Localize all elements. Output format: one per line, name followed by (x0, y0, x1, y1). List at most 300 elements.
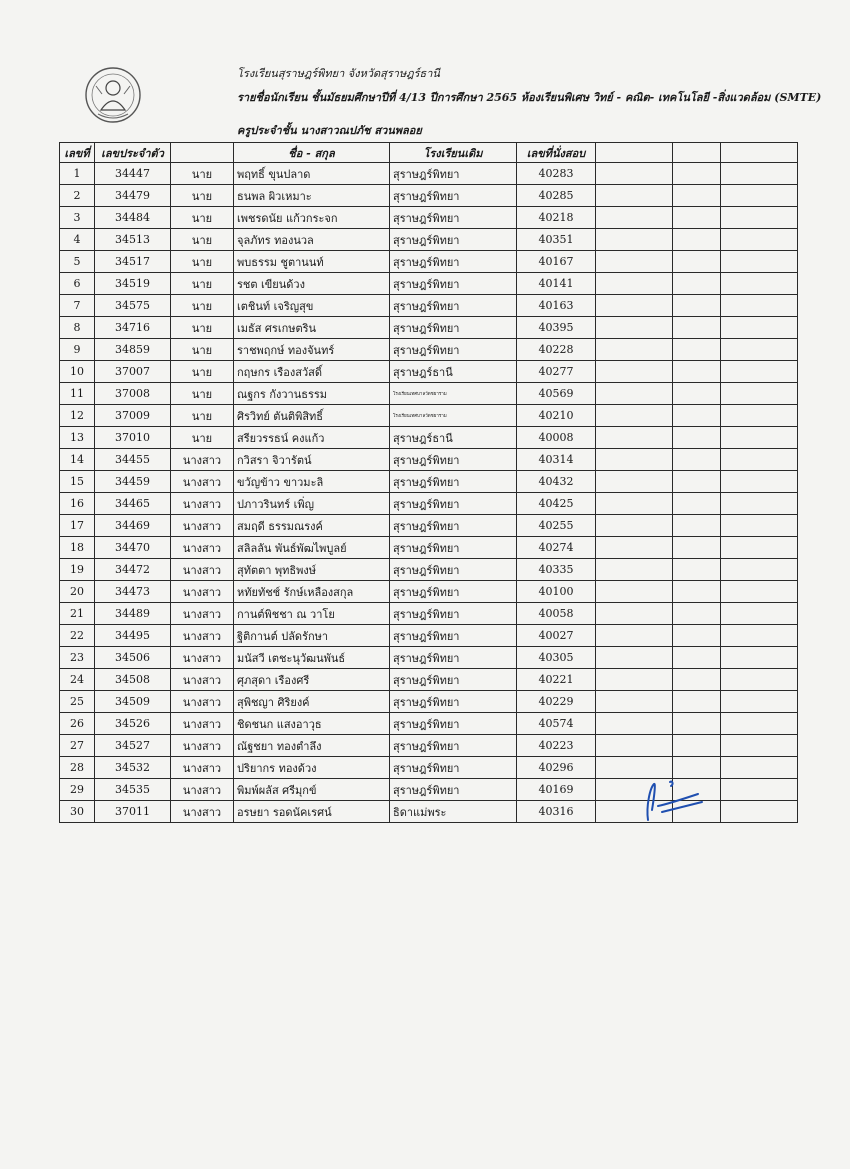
student-name: ปริยากร ทองด้วง (234, 757, 390, 779)
exam-seat-number: 40228 (517, 339, 596, 361)
student-name: พฤทธิ์ ขุนปลาด (234, 163, 390, 185)
row-number: 14 (60, 449, 95, 471)
student-id: 37008 (95, 383, 171, 405)
exam-seat-number: 40027 (517, 625, 596, 647)
table-row (60, 339, 798, 361)
student-id: 34465 (95, 493, 171, 515)
table-row (60, 559, 798, 581)
student-id: 34526 (95, 713, 171, 735)
blank-cell (721, 647, 798, 669)
blank-cell (596, 339, 673, 361)
previous-school: สุราษฎร์พิทยา (390, 471, 517, 493)
previous-school: สุราษฎร์พิทยา (390, 185, 517, 207)
blank-cell (596, 361, 673, 383)
row-number: 13 (60, 427, 95, 449)
blank-cell (596, 251, 673, 273)
signature-mark (640, 776, 708, 824)
previous-school: สุราษฎร์พิทยา (390, 691, 517, 713)
previous-school: สุราษฎร์พิทยา (390, 669, 517, 691)
table-row (60, 427, 798, 449)
previous-school: สุราษฎร์พิทยา (390, 581, 517, 603)
exam-seat-number: 40335 (517, 559, 596, 581)
blank-cell (596, 603, 673, 625)
exam-seat-number: 40305 (517, 647, 596, 669)
blank-cell (673, 515, 721, 537)
blank-cell (721, 801, 798, 823)
blank-cell (673, 625, 721, 647)
table-row (60, 669, 798, 691)
col-header-student-id: เลขประจำตัว (95, 143, 171, 163)
previous-school: สุราษฎร์พิทยา (390, 515, 517, 537)
student-name: กวิสรา จิวารัตน์ (234, 449, 390, 471)
table-row (60, 449, 798, 471)
blank-cell (721, 493, 798, 515)
blank-cell (673, 185, 721, 207)
blank-cell (596, 471, 673, 493)
student-id: 34489 (95, 603, 171, 625)
name-title: นาย (171, 273, 234, 295)
student-name: หทัยทัชช์ รักษ์เหลืองสกุล (234, 581, 390, 603)
student-name: ศุภสุดา เรืองศรี (234, 669, 390, 691)
exam-seat-number: 40167 (517, 251, 596, 273)
blank-cell (721, 163, 798, 185)
student-id: 37010 (95, 427, 171, 449)
blank-cell (596, 625, 673, 647)
name-title: นางสาว (171, 669, 234, 691)
blank-cell (721, 713, 798, 735)
blank-cell (673, 559, 721, 581)
student-id: 37007 (95, 361, 171, 383)
student-id: 34509 (95, 691, 171, 713)
blank-cell (721, 383, 798, 405)
exam-seat-number: 40255 (517, 515, 596, 537)
blank-cell (673, 691, 721, 713)
class-list-title: รายชื่อนักเรียน ชั้นมัธยมศึกษาปีที่ 4/13 ปีการศึกษา 2565 ห้องเรียนพิเศษ วิทย์ - คณิต- เทคโนโลยี -สิ่งแวดล้อม (SMTE) (237, 91, 822, 104)
table-row (60, 273, 798, 295)
name-title: นาย (171, 207, 234, 229)
student-id: 37009 (95, 405, 171, 427)
exam-seat-number: 40351 (517, 229, 596, 251)
exam-seat-number: 40285 (517, 185, 596, 207)
student-id: 37011 (95, 801, 171, 823)
blank-cell (596, 669, 673, 691)
exam-seat-number: 40574 (517, 713, 596, 735)
student-id: 34519 (95, 273, 171, 295)
blank-cell (596, 537, 673, 559)
table-row (60, 163, 798, 185)
exam-seat-number: 40569 (517, 383, 596, 405)
table-row (60, 471, 798, 493)
name-title: นางสาว (171, 625, 234, 647)
name-title: นาย (171, 163, 234, 185)
previous-school: สุราษฎร์พิทยา (390, 713, 517, 735)
table-row (60, 603, 798, 625)
blank-cell (721, 581, 798, 603)
name-title: นางสาว (171, 779, 234, 801)
blank-cell (721, 559, 798, 581)
exam-seat-number: 40008 (517, 427, 596, 449)
name-title: นาย (171, 427, 234, 449)
student-id: 34575 (95, 295, 171, 317)
exam-seat-number: 40316 (517, 801, 596, 823)
name-title: นางสาว (171, 757, 234, 779)
blank-cell (673, 361, 721, 383)
name-title: นางสาว (171, 581, 234, 603)
previous-school: สุราษฎร์พิทยา (390, 559, 517, 581)
table-row (60, 691, 798, 713)
table-row (60, 537, 798, 559)
row-number: 24 (60, 669, 95, 691)
row-number: 17 (60, 515, 95, 537)
exam-seat-number: 40169 (517, 779, 596, 801)
row-number: 20 (60, 581, 95, 603)
table-row (60, 493, 798, 515)
blank-cell (721, 625, 798, 647)
blank-cell (721, 515, 798, 537)
exam-seat-number: 40221 (517, 669, 596, 691)
table-row (60, 361, 798, 383)
row-number: 6 (60, 273, 95, 295)
student-id: 34459 (95, 471, 171, 493)
blank-cell (596, 163, 673, 185)
row-number: 25 (60, 691, 95, 713)
blank-cell (596, 317, 673, 339)
student-id: 34506 (95, 647, 171, 669)
blank-cell (596, 713, 673, 735)
student-name: มนัสวี เตชะนุวัฒนพันธ์ (234, 647, 390, 669)
student-id: 34473 (95, 581, 171, 603)
col-header-name: ชื่อ - สกุล (234, 143, 390, 163)
blank-cell (596, 273, 673, 295)
previous-school: โรงเรียนเทศบาลวัดชยาราม (390, 383, 517, 405)
blank-cell (721, 317, 798, 339)
name-title: นางสาว (171, 713, 234, 735)
name-title: นาย (171, 317, 234, 339)
exam-seat-number: 40274 (517, 537, 596, 559)
exam-seat-number: 40163 (517, 295, 596, 317)
blank-cell (673, 603, 721, 625)
student-name: เตชินท์ เจริญสุข (234, 295, 390, 317)
previous-school: สุราษฎร์พิทยา (390, 273, 517, 295)
previous-school: สุราษฎร์พิทยา (390, 339, 517, 361)
student-rows (60, 163, 798, 823)
table-row (60, 713, 798, 735)
row-number: 5 (60, 251, 95, 273)
student-name: ขวัญข้าว ขาวมะลิ (234, 471, 390, 493)
previous-school: สุราษฎร์พิทยา (390, 603, 517, 625)
name-title: นาย (171, 295, 234, 317)
name-title: นางสาว (171, 493, 234, 515)
previous-school: สุราษฎร์ธานี (390, 427, 517, 449)
student-name: จุลภัทร ทองนวล (234, 229, 390, 251)
table-row (60, 405, 798, 427)
col-header-no: เลขที่ (60, 143, 95, 163)
blank-cell (721, 735, 798, 757)
blank-cell (721, 669, 798, 691)
student-name: ปภาวรินทร์ เพิ่ญ (234, 493, 390, 515)
student-id: 34716 (95, 317, 171, 339)
student-id: 34859 (95, 339, 171, 361)
student-name: สมฤดี ธรรมณรงค์ (234, 515, 390, 537)
exam-seat-number: 40058 (517, 603, 596, 625)
row-number: 4 (60, 229, 95, 251)
name-title: นางสาว (171, 559, 234, 581)
col-header-title (171, 143, 234, 163)
row-number: 12 (60, 405, 95, 427)
blank-cell (596, 559, 673, 581)
blank-cell (721, 295, 798, 317)
blank-cell (596, 581, 673, 603)
name-title: นางสาว (171, 603, 234, 625)
table-row (60, 581, 798, 603)
blank-cell (673, 273, 721, 295)
blank-cell (596, 295, 673, 317)
name-title: นางสาว (171, 471, 234, 493)
student-name: สุพิชญา ศิริยงค์ (234, 691, 390, 713)
student-id: 34455 (95, 449, 171, 471)
blank-cell (673, 471, 721, 493)
row-number: 2 (60, 185, 95, 207)
blank-cell (673, 735, 721, 757)
name-title: นาย (171, 185, 234, 207)
table-row (60, 625, 798, 647)
student-name: ราชพฤกษ์ ทองจันทร์ (234, 339, 390, 361)
blank-cell (673, 405, 721, 427)
col-header-blank-3 (721, 143, 798, 163)
table-header-row (60, 143, 798, 163)
student-id: 34532 (95, 757, 171, 779)
previous-school: สุราษฎร์พิทยา (390, 207, 517, 229)
previous-school: สุราษฎร์พิทยา (390, 757, 517, 779)
exam-seat-number: 40141 (517, 273, 596, 295)
student-name: เพชรดนัย แก้วกระจก (234, 207, 390, 229)
blank-cell (596, 185, 673, 207)
student-name: ณฐกร กังวานธรรม (234, 383, 390, 405)
school-title: โรงเรียนสุราษฎร์พิทยา จังหวัดสุราษฎร์ธานี (237, 67, 440, 80)
previous-school: สุราษฎร์พิทยา (390, 779, 517, 801)
col-header-seat: เลขที่นั่งสอบ (517, 143, 596, 163)
previous-school: สุราษฎร์พิทยา (390, 317, 517, 339)
blank-cell (721, 471, 798, 493)
blank-cell (721, 757, 798, 779)
blank-cell (673, 295, 721, 317)
name-title: นาย (171, 383, 234, 405)
student-id: 34535 (95, 779, 171, 801)
row-number: 16 (60, 493, 95, 515)
homeroom-teacher: ครูประจำชั้น นางสาวณปภัช สวนพลอย (237, 124, 422, 137)
previous-school: สุราษฎร์พิทยา (390, 735, 517, 757)
table-row (60, 647, 798, 669)
blank-cell (673, 339, 721, 361)
student-id: 34527 (95, 735, 171, 757)
exam-seat-number: 40314 (517, 449, 596, 471)
exam-seat-number: 40425 (517, 493, 596, 515)
table-row (60, 317, 798, 339)
exam-seat-number: 40296 (517, 757, 596, 779)
previous-school: สุราษฎร์พิทยา (390, 625, 517, 647)
blank-cell (596, 207, 673, 229)
blank-cell (673, 317, 721, 339)
blank-cell (721, 185, 798, 207)
student-id: 34447 (95, 163, 171, 185)
previous-school: สุราษฎร์พิทยา (390, 251, 517, 273)
student-name: พบธรรม ชูตานนท์ (234, 251, 390, 273)
blank-cell (673, 647, 721, 669)
blank-cell (673, 427, 721, 449)
exam-seat-number: 40210 (517, 405, 596, 427)
blank-cell (673, 251, 721, 273)
name-title: นางสาว (171, 735, 234, 757)
row-number: 3 (60, 207, 95, 229)
blank-cell (721, 339, 798, 361)
blank-cell (721, 779, 798, 801)
blank-cell (596, 405, 673, 427)
table-row (60, 515, 798, 537)
exam-seat-number: 40277 (517, 361, 596, 383)
blank-cell (596, 383, 673, 405)
student-id: 34470 (95, 537, 171, 559)
exam-seat-number: 40218 (517, 207, 596, 229)
exam-seat-number: 40100 (517, 581, 596, 603)
name-title: นางสาว (171, 691, 234, 713)
school-emblem-icon (84, 64, 142, 126)
blank-cell (596, 229, 673, 251)
row-number: 11 (60, 383, 95, 405)
blank-cell (673, 713, 721, 735)
blank-cell (673, 207, 721, 229)
blank-cell (721, 603, 798, 625)
table-row (60, 295, 798, 317)
student-name: สรียวรรธน์ คงแก้ว (234, 427, 390, 449)
student-id: 34495 (95, 625, 171, 647)
row-number: 27 (60, 735, 95, 757)
row-number: 23 (60, 647, 95, 669)
row-number: 28 (60, 757, 95, 779)
student-name: ธนพล ผิวเหมาะ (234, 185, 390, 207)
student-id: 34472 (95, 559, 171, 581)
blank-cell (673, 383, 721, 405)
previous-school: สุราษฎร์ธานี (390, 361, 517, 383)
name-title: นางสาว (171, 515, 234, 537)
table-row (60, 185, 798, 207)
blank-cell (721, 427, 798, 449)
blank-cell (673, 493, 721, 515)
student-name: พิมพ์ผลัส ศรีมุกข์ (234, 779, 390, 801)
student-table (59, 142, 798, 823)
row-number: 30 (60, 801, 95, 823)
student-name: กฤษกร เรืองสวัสดิ์ (234, 361, 390, 383)
blank-cell (673, 669, 721, 691)
row-number: 8 (60, 317, 95, 339)
blank-cell (673, 449, 721, 471)
student-name: อรษยา รอดนัคเรศน์ (234, 801, 390, 823)
table-row (60, 383, 798, 405)
student-id: 34469 (95, 515, 171, 537)
row-number: 21 (60, 603, 95, 625)
blank-cell (721, 449, 798, 471)
blank-cell (596, 647, 673, 669)
student-name: ศิรวิทย์ ตันติพิสิทธิ์ (234, 405, 390, 427)
name-title: นาย (171, 405, 234, 427)
name-title: นางสาว (171, 449, 234, 471)
blank-cell (673, 163, 721, 185)
exam-seat-number: 40395 (517, 317, 596, 339)
student-name: รชต เขียนด้วง (234, 273, 390, 295)
student-id: 34484 (95, 207, 171, 229)
previous-school: สุราษฎร์พิทยา (390, 295, 517, 317)
blank-cell (673, 581, 721, 603)
name-title: นางสาว (171, 647, 234, 669)
name-title: นาย (171, 229, 234, 251)
blank-cell (721, 273, 798, 295)
col-header-blank-1 (596, 143, 673, 163)
row-number: 10 (60, 361, 95, 383)
exam-seat-number: 40283 (517, 163, 596, 185)
table-row (60, 251, 798, 273)
blank-cell (596, 515, 673, 537)
name-title: นาย (171, 361, 234, 383)
row-number: 26 (60, 713, 95, 735)
previous-school: สุราษฎร์พิทยา (390, 229, 517, 251)
row-number: 9 (60, 339, 95, 361)
name-title: นางสาว (171, 537, 234, 559)
student-name: เมธัส ศรเกษตริน (234, 317, 390, 339)
exam-seat-number: 40432 (517, 471, 596, 493)
col-header-school: โรงเรียนเดิม (390, 143, 517, 163)
student-name: กานต์พิชชา ณ วาโย (234, 603, 390, 625)
student-id: 34479 (95, 185, 171, 207)
exam-seat-number: 40223 (517, 735, 596, 757)
blank-cell (673, 537, 721, 559)
blank-cell (721, 207, 798, 229)
row-number: 1 (60, 163, 95, 185)
blank-cell (721, 229, 798, 251)
name-title: นางสาว (171, 801, 234, 823)
row-number: 22 (60, 625, 95, 647)
student-name: สุทัตตา พุทธิพงษ์ (234, 559, 390, 581)
previous-school: โรงเรียนเทศบาลวัดชยาราม (390, 405, 517, 427)
previous-school: สุราษฎร์พิทยา (390, 163, 517, 185)
student-id: 34508 (95, 669, 171, 691)
student-name: ณัฐชยา ทองตำลึง (234, 735, 390, 757)
blank-cell (596, 735, 673, 757)
exam-seat-number: 40229 (517, 691, 596, 713)
student-id: 34513 (95, 229, 171, 251)
blank-cell (596, 427, 673, 449)
previous-school: สุราษฎร์พิทยา (390, 449, 517, 471)
row-number: 7 (60, 295, 95, 317)
student-name: สลิลลัน พันธ์พัฒไพบูลย์ (234, 537, 390, 559)
blank-cell (721, 537, 798, 559)
row-number: 19 (60, 559, 95, 581)
student-id: 34517 (95, 251, 171, 273)
previous-school: สุราษฎร์พิทยา (390, 647, 517, 669)
blank-cell (596, 691, 673, 713)
name-title: นาย (171, 251, 234, 273)
col-header-blank-2 (673, 143, 721, 163)
previous-school: ธิดาแม่พระ (390, 801, 517, 823)
previous-school: สุราษฎร์พิทยา (390, 493, 517, 515)
blank-cell (721, 691, 798, 713)
row-number: 15 (60, 471, 95, 493)
blank-cell (721, 251, 798, 273)
student-name: ชิดชนก แสงอาวุธ (234, 713, 390, 735)
table-row (60, 229, 798, 251)
student-name: ฐิติกานต์ ปลัดรักษา (234, 625, 390, 647)
table-row (60, 207, 798, 229)
table-row (60, 735, 798, 757)
blank-cell (596, 449, 673, 471)
